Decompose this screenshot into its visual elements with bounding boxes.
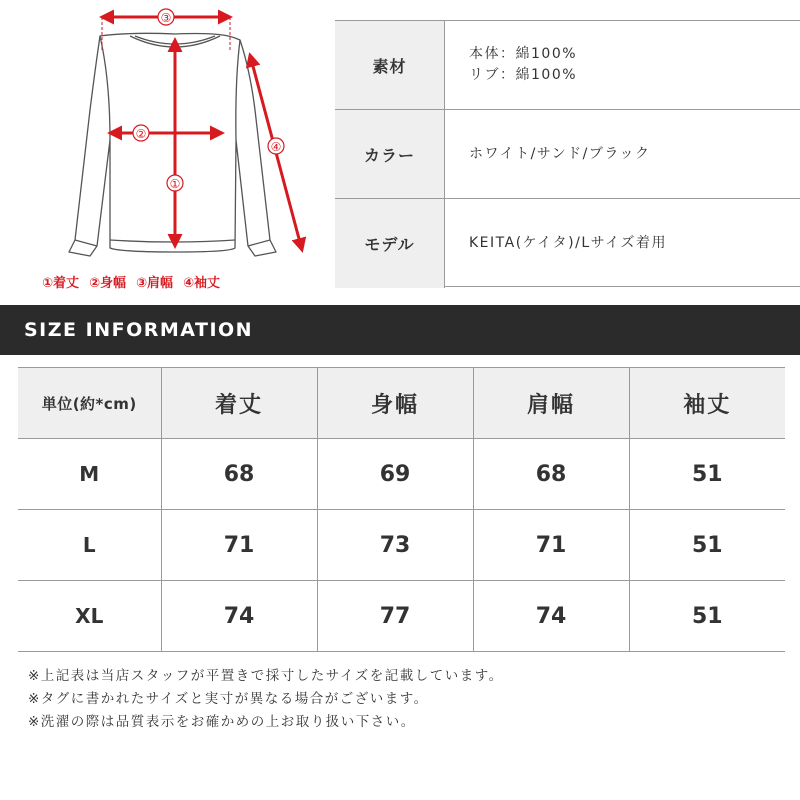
marker-2: ② bbox=[135, 127, 147, 141]
size-table bbox=[18, 367, 785, 652]
marker-3: ③ bbox=[160, 11, 172, 25]
table-row bbox=[18, 510, 785, 581]
spec-label: モデル bbox=[335, 199, 445, 288]
spec-value bbox=[445, 21, 800, 109]
column-header-sleeve-length: 袖丈 bbox=[629, 368, 785, 439]
legend-chest-width: ②身幅 bbox=[89, 276, 127, 291]
spec-value-line: ホワイト/サンド/ブラック bbox=[469, 145, 651, 162]
table-cell: 69 bbox=[317, 439, 473, 510]
table-row bbox=[18, 439, 785, 510]
section-title: SIZE INFORMATION bbox=[24, 319, 254, 341]
column-header-length: 着丈 bbox=[161, 368, 317, 439]
table-cell: 51 bbox=[629, 510, 785, 581]
column-header-chest-width: 身幅 bbox=[317, 368, 473, 439]
table-cell: 51 bbox=[629, 439, 785, 510]
table-cell: 74 bbox=[473, 581, 629, 652]
spec-value-line: KEITA(ケイタ)/Lサイズ着用 bbox=[469, 235, 668, 251]
column-header-shoulder-width: 肩幅 bbox=[473, 368, 629, 439]
spec-row-color bbox=[335, 110, 800, 199]
spec-label: カラー bbox=[335, 110, 445, 198]
table-cell: 68 bbox=[473, 439, 629, 510]
spec-row-model bbox=[335, 199, 800, 288]
spec-row-material bbox=[335, 21, 800, 110]
spec-value bbox=[445, 199, 800, 288]
notes bbox=[28, 665, 778, 734]
legend-shoulder-width: ③肩幅 bbox=[136, 276, 174, 291]
table-cell: 51 bbox=[629, 581, 785, 652]
legend-sleeve-length: ④袖丈 bbox=[183, 276, 221, 291]
spec-value-line: 本体：綿100% bbox=[469, 46, 578, 62]
garment-diagram bbox=[30, 0, 320, 300]
size-table-header-row bbox=[18, 368, 785, 439]
note-line: ※上記表は当店スタッフが平置きで採寸したサイズを記載しています。 bbox=[28, 668, 504, 684]
sweatshirt-outline bbox=[69, 33, 276, 256]
measurement-legend bbox=[42, 272, 312, 294]
legend-length: ①着丈 bbox=[42, 276, 80, 291]
table-cell: 74 bbox=[161, 581, 317, 652]
table-cell: 73 bbox=[317, 510, 473, 581]
note-line: ※タグに書かれたサイズと実寸が異なる場合がございます。 bbox=[28, 691, 429, 707]
size-label: L bbox=[18, 510, 161, 581]
table-cell: 77 bbox=[317, 581, 473, 652]
unit-label: 単位(約*cm) bbox=[18, 368, 161, 439]
spec-value-line: リブ：綿100% bbox=[469, 67, 578, 83]
size-label: M bbox=[18, 439, 161, 510]
size-label: XL bbox=[18, 581, 161, 652]
marker-1: ① bbox=[169, 177, 181, 191]
marker-4: ④ bbox=[270, 140, 282, 154]
size-information-header bbox=[0, 305, 800, 355]
table-cell: 68 bbox=[161, 439, 317, 510]
note-line: ※洗濯の際は品質表示をお確かめの上お取り扱い下さい。 bbox=[28, 714, 416, 730]
spec-value bbox=[445, 110, 800, 198]
table-cell: 71 bbox=[161, 510, 317, 581]
spec-table bbox=[335, 20, 800, 287]
table-row bbox=[18, 581, 785, 652]
table-cell: 71 bbox=[473, 510, 629, 581]
spec-label: 素材 bbox=[335, 21, 445, 109]
